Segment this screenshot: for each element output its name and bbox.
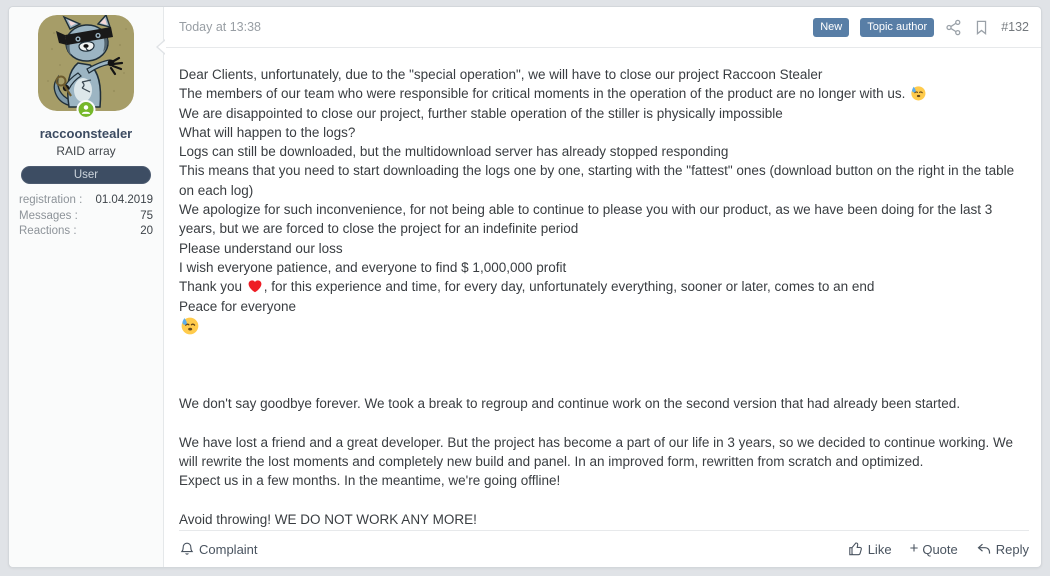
complaint-label: Complaint (199, 541, 258, 557)
message-text: What will happen to the logs? (179, 124, 356, 140)
message-line (179, 277, 1029, 296)
message-header (164, 7, 1041, 48)
message-text: Expect us in a few months. In the meantime, we're going offline! (179, 473, 561, 489)
message-line (179, 161, 1029, 200)
red-heart-icon (247, 278, 263, 294)
message-line (179, 142, 1029, 161)
user-group-banner: User (21, 166, 151, 184)
message-text: Thank you (179, 279, 246, 295)
message-line (179, 510, 1029, 529)
username[interactable]: raccoonstealer (39, 126, 133, 141)
message-line (179, 123, 1029, 142)
badge-new[interactable]: New (813, 18, 849, 37)
stat-value[interactable]: 75 (140, 209, 153, 222)
raccoon-avatar-image (38, 15, 134, 111)
message-line (179, 239, 1029, 258)
avatar[interactable] (38, 15, 134, 111)
message-line (179, 471, 1029, 490)
forum-post (8, 6, 1042, 568)
stat-label: Messages : (19, 209, 78, 222)
message-line (179, 375, 1029, 394)
post-number[interactable]: #132 (1001, 20, 1029, 34)
message-line (179, 413, 1029, 432)
message-text: We apologize for such inconvenience, for not being able to continue to please you with our product, as we have been doing for the last 3 years, but we are forced to close the project for an indefinite period (179, 202, 993, 237)
message-panel (164, 7, 1041, 567)
quote-button[interactable] (910, 542, 958, 557)
like-button[interactable] (848, 541, 892, 557)
message-line (179, 491, 1029, 510)
message-text: , for this experience and time, for every day, unfortunately everything, sooner or later, comes to an end (263, 279, 875, 295)
header-actions (813, 18, 1029, 37)
message-bubble-arrow (156, 39, 165, 55)
message-line (179, 258, 1029, 277)
message-line (179, 336, 1029, 355)
message-footer (179, 530, 1029, 567)
message-body (164, 48, 1041, 530)
user-stats (19, 193, 153, 240)
complaint-button[interactable] (179, 541, 258, 557)
face-with-cold-sweat-icon (180, 316, 199, 335)
stat-registration (19, 193, 153, 209)
share-icon[interactable] (945, 19, 962, 36)
message-text: Please understand our loss (179, 240, 343, 256)
message-text: We don't say goodbye forever. We took a break to regroup and continue work on the second version that had already been started. (179, 396, 961, 412)
message-text: Logs can still be downloaded, but the multidownload server has already stopped responding (179, 144, 729, 160)
bell-icon (179, 541, 195, 557)
message-text: We have lost a friend and a great developer. But the project has become a part of our life in 3 years, so we decided to continue working. We will rewrite the lost moments and completely new build and panel. In an improved form, rewritten from scratch and optimized. (179, 434, 1013, 469)
reply-label: Reply (995, 541, 1029, 557)
message-line (179, 394, 1029, 413)
message-text: We are disappointed to close our project, further stable operation of the stiller is physically impossible (179, 105, 783, 121)
stat-value[interactable]: 20 (140, 225, 153, 237)
post-timestamp[interactable]: Today at 13:38 (179, 20, 262, 34)
thumbs-up-icon (848, 541, 864, 557)
stat-value: 01.04.2019 (95, 194, 153, 206)
message-text: Peace for everyone (179, 298, 297, 314)
message-line (179, 200, 1029, 239)
bookmark-icon[interactable] (973, 19, 990, 36)
user-title: RAID array (56, 144, 116, 158)
message-text: Avoid throwing! WE DO NOT WORK ANY MORE! (179, 511, 477, 527)
stat-label: Reactions : (19, 225, 77, 237)
message-line (179, 84, 1029, 103)
badge-topic-author[interactable]: Topic author (860, 18, 934, 37)
message-text: Dear Clients, unfortunately, due to the "special operation", we will have to close our project Raccoon Stealer (179, 67, 823, 82)
like-label: Like (867, 541, 892, 557)
message-line (179, 355, 1029, 374)
message-line (179, 65, 1029, 84)
message-line (179, 316, 1029, 336)
online-indicator-icon (77, 100, 96, 119)
footer-actions (848, 541, 1029, 557)
stat-reactions (19, 224, 153, 240)
reply-arrow-icon (976, 541, 992, 557)
face-with-cold-sweat-icon (910, 85, 926, 101)
stat-label: registration : (19, 194, 83, 206)
plus-icon: + (909, 540, 919, 557)
message-line (179, 297, 1029, 316)
quote-label: Quote (922, 541, 958, 557)
message-line (179, 433, 1029, 472)
stat-messages (19, 209, 153, 225)
message-text: The members of our team who were responsible for critical moments in the operation of the product are no longer with us. (179, 86, 910, 102)
message-text: I wish everyone patience, and everyone to find $ 1,000,000 profit (179, 259, 567, 275)
message-text: This means that you need to start downloading the logs one by one, starting with the "fattest" ones (download button on the right in the table on each log) (179, 163, 1015, 198)
user-sidebar (9, 7, 164, 567)
reply-button[interactable] (976, 541, 1029, 557)
message-line (179, 104, 1029, 123)
